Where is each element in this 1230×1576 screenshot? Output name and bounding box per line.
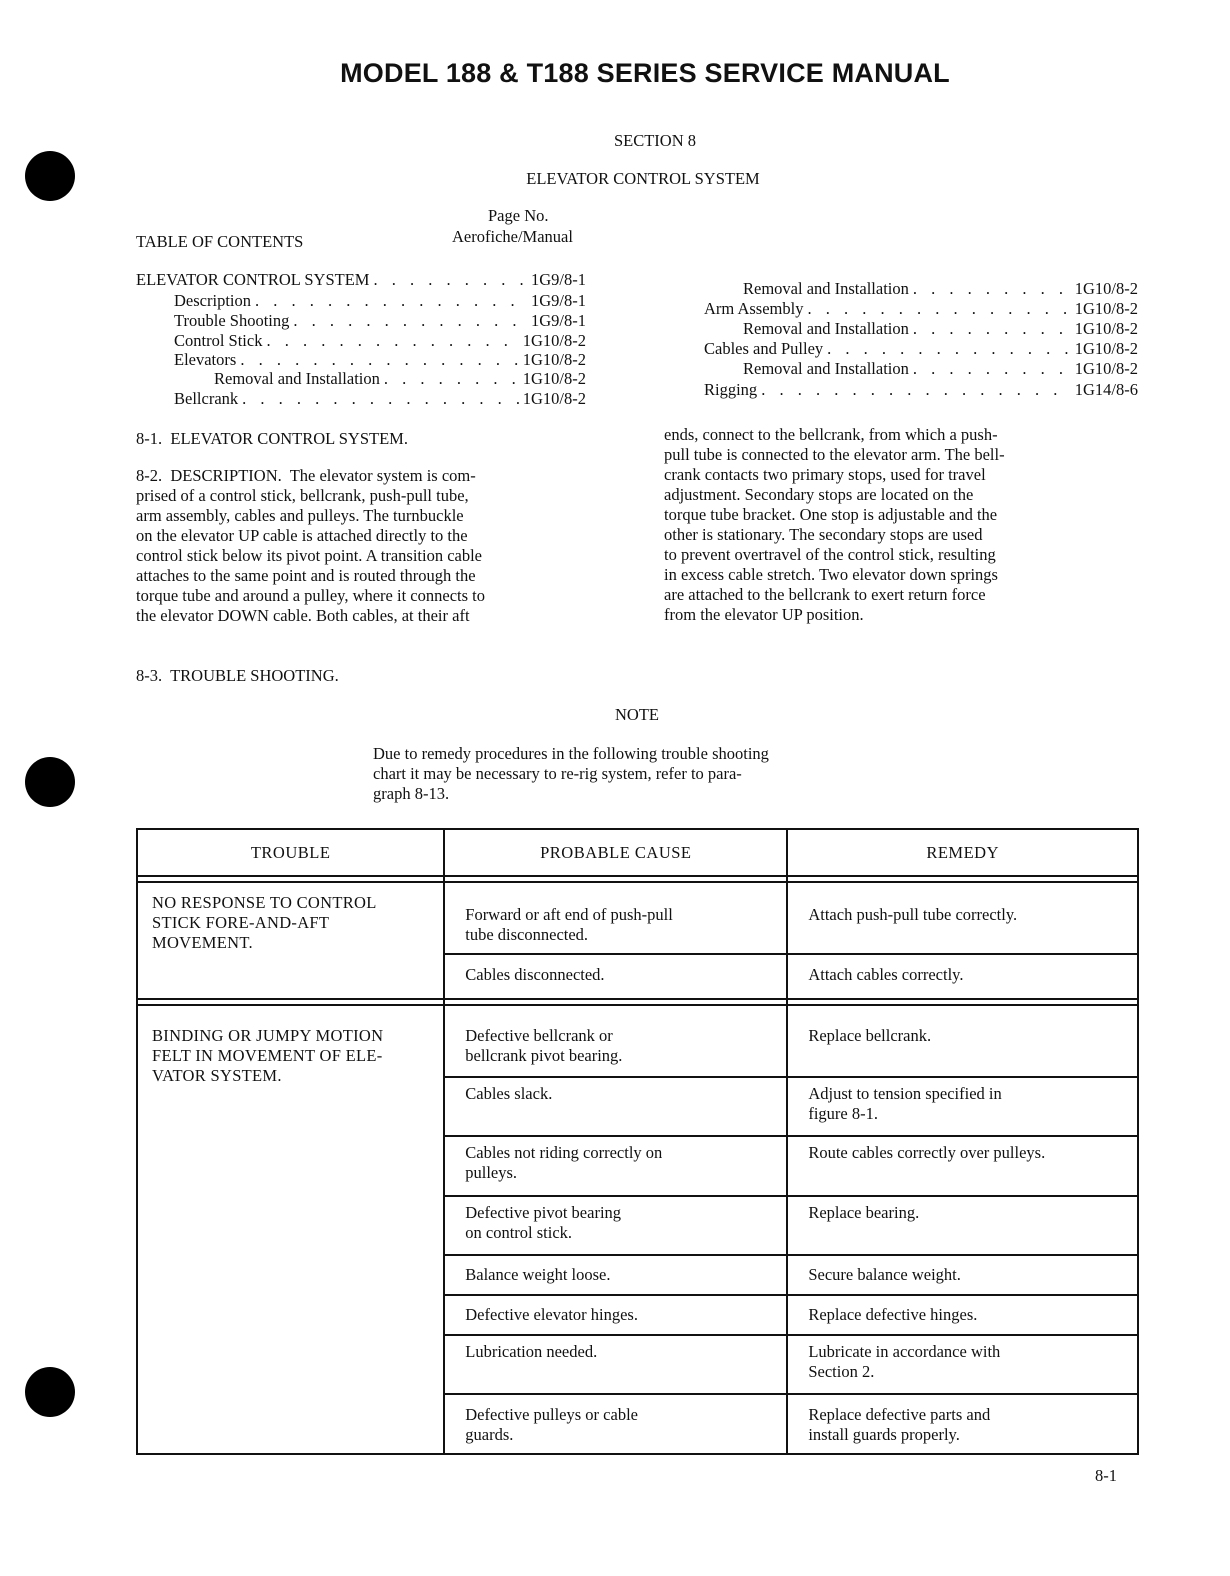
text-line: the elevator DOWN cable. Both cables, at their aft bbox=[136, 606, 470, 625]
text-line: Replace defective hinges. bbox=[808, 1305, 978, 1324]
text-line: graph 8-13. bbox=[373, 784, 450, 803]
toc-entry-page: 1G10/8-2 bbox=[1074, 319, 1138, 338]
remedy-cell bbox=[787, 1295, 1138, 1335]
text-line: Cables slack. bbox=[465, 1084, 553, 1103]
toc-entry-label: Removal and Installation bbox=[743, 319, 909, 338]
text-line: crank contacts two primary stops, used for travel bbox=[664, 465, 986, 484]
heading-8-3: 8-3. TROUBLE SHOOTING. bbox=[136, 666, 339, 685]
text-line: install guards properly. bbox=[808, 1425, 960, 1444]
table-row bbox=[137, 882, 1138, 954]
toc-entry bbox=[136, 270, 586, 290]
toc-entry bbox=[214, 369, 586, 389]
text-line: Replace defective parts and bbox=[808, 1405, 991, 1424]
text-line: 8-2. DESCRIPTION. The elevator system is com- bbox=[136, 466, 476, 485]
page-number: 8-1 bbox=[1095, 1466, 1117, 1485]
section-name: ELEVATOR CONTROL SYSTEM bbox=[526, 169, 760, 188]
toc-entry bbox=[743, 359, 1138, 379]
toc-aerofiche-label: Aerofiche/Manual bbox=[452, 227, 573, 246]
text-line: adjustment. Secondary stops are located on the bbox=[664, 485, 974, 504]
binder-hole-middle bbox=[25, 757, 75, 807]
heading-8-1: 8-1. ELEVATOR CONTROL SYSTEM. bbox=[136, 429, 408, 448]
toc-entry-page: 1G10/8-2 bbox=[1074, 339, 1138, 358]
text-line: tube disconnected. bbox=[465, 925, 589, 944]
text-line: Balance weight loose. bbox=[465, 1265, 611, 1284]
toc-entry-label: Trouble Shooting bbox=[174, 311, 290, 330]
remedy-cell bbox=[787, 1077, 1138, 1136]
text-line: on control stick. bbox=[465, 1223, 573, 1242]
text-line: Replace bearing. bbox=[808, 1203, 920, 1222]
cause-cell bbox=[444, 1077, 787, 1136]
trouble-cell bbox=[137, 1005, 444, 1454]
cause-cell bbox=[444, 1005, 787, 1077]
toc-entry-label: Rigging bbox=[704, 380, 758, 399]
binder-hole-top bbox=[25, 151, 75, 201]
toc-entry-page: 1G10/8-2 bbox=[522, 331, 586, 350]
table-row bbox=[137, 1005, 1138, 1077]
text-line: bellcrank pivot bearing. bbox=[465, 1046, 623, 1065]
text-line: pull tube is connected to the elevator arm. The bell- bbox=[664, 445, 1005, 464]
note-heading: NOTE bbox=[615, 705, 659, 724]
section-number: SECTION 8 bbox=[613, 131, 697, 150]
page-title: MODEL 188 & T188 SERIES SERVICE MANUAL bbox=[340, 58, 950, 88]
text-line: Lubricate in accordance with bbox=[808, 1342, 1001, 1361]
column-header-probable-cause: PROBABLE CAUSE bbox=[444, 829, 787, 876]
toc-entry-label: Cables and Pulley bbox=[704, 339, 824, 358]
paragraph-8-2-right bbox=[664, 425, 1154, 625]
toc-entry-page: 1G10/8-2 bbox=[522, 350, 586, 369]
table-header-row bbox=[137, 829, 1138, 876]
cause-cell bbox=[444, 954, 787, 999]
text-line: Section 2. bbox=[808, 1362, 875, 1381]
toc-entry-page: 1G10/8-2 bbox=[522, 389, 586, 408]
text-line: BINDING OR JUMPY MOTION bbox=[152, 1026, 384, 1045]
toc-entry-label: Removal and Installation bbox=[214, 369, 380, 388]
text-line: Defective pulleys or cable bbox=[465, 1405, 638, 1424]
remedy-cell bbox=[787, 882, 1138, 954]
toc-entry-page: 1G9/8-1 bbox=[531, 311, 586, 330]
toc-entry-label: Control Stick bbox=[174, 331, 263, 350]
toc-entry-label: Removal and Installation bbox=[743, 279, 909, 298]
toc-entry bbox=[174, 389, 586, 409]
text-line: Defective elevator hinges. bbox=[465, 1305, 638, 1324]
cause-cell bbox=[444, 1136, 787, 1196]
text-line: Due to remedy procedures in the following trouble shooting bbox=[373, 744, 769, 763]
toc-entry bbox=[743, 319, 1138, 339]
toc-entry bbox=[704, 380, 1138, 400]
text-line: Secure balance weight. bbox=[808, 1265, 961, 1284]
toc-entry-page: 1G10/8-2 bbox=[1074, 279, 1138, 298]
text-line: Attach push-pull tube correctly. bbox=[808, 905, 1018, 924]
remedy-cell bbox=[787, 1335, 1138, 1394]
text-line: Replace bellcrank. bbox=[808, 1026, 932, 1045]
text-line: STICK FORE-AND-AFT bbox=[152, 913, 330, 932]
toc-entry bbox=[174, 311, 586, 331]
text-line: chart it may be necessary to re-rig system, refer to para- bbox=[373, 764, 742, 783]
toc-entry-label: ELEVATOR CONTROL SYSTEM bbox=[136, 270, 370, 289]
toc-entry-label: Description bbox=[174, 291, 251, 310]
toc-entry-page: 1G14/8-6 bbox=[1074, 380, 1138, 399]
text-line: ends, connect to the bellcrank, from which a push- bbox=[664, 425, 998, 444]
text-line: Adjust to tension specified in bbox=[808, 1084, 1002, 1103]
toc-entry-page: 1G9/8-1 bbox=[531, 291, 586, 310]
text-line: from the elevator UP position. bbox=[664, 605, 864, 624]
text-line: to prevent overtravel of the control stick, resulting bbox=[664, 545, 996, 564]
column-header-remedy: REMEDY bbox=[787, 829, 1138, 876]
text-line: Cables not riding correctly on bbox=[465, 1143, 663, 1162]
note-text bbox=[373, 744, 933, 804]
text-line: Lubrication needed. bbox=[465, 1342, 598, 1361]
text-line: in excess cable stretch. Two elevator down springs bbox=[664, 565, 998, 584]
remedy-cell bbox=[787, 1136, 1138, 1196]
cause-cell bbox=[444, 1335, 787, 1394]
remedy-cell bbox=[787, 1005, 1138, 1077]
text-line: MOVEMENT. bbox=[152, 933, 253, 952]
text-line: Cables disconnected. bbox=[465, 965, 605, 984]
text-line: control stick below its pivot point. A transition cable bbox=[136, 546, 483, 565]
toc-entry-page: 1G9/8-1 bbox=[531, 270, 586, 289]
text-line: torque tube bracket. One stop is adjustable and the bbox=[664, 505, 998, 524]
cause-cell bbox=[444, 1196, 787, 1255]
text-line: pulleys. bbox=[465, 1163, 518, 1182]
trouble-shooting-table bbox=[136, 828, 1139, 1455]
paragraph-8-2-left bbox=[136, 466, 636, 626]
toc-heading: TABLE OF CONTENTS bbox=[136, 232, 304, 251]
toc-entry-label: Removal and Installation bbox=[743, 359, 909, 378]
binder-hole-bottom bbox=[25, 1367, 75, 1417]
toc-entry-label: Elevators bbox=[174, 350, 237, 369]
text-line: Forward or aft end of push-pull bbox=[465, 905, 673, 924]
text-line: are attached to the bellcrank to exert return force bbox=[664, 585, 986, 604]
column-header-trouble: TROUBLE bbox=[137, 829, 444, 876]
toc-entry bbox=[174, 331, 586, 351]
text-line: guards. bbox=[465, 1425, 514, 1444]
text-line: FELT IN MOVEMENT OF ELE- bbox=[152, 1046, 383, 1065]
toc-entry-page: 1G10/8-2 bbox=[522, 369, 586, 388]
toc-entry bbox=[174, 350, 586, 370]
cause-cell bbox=[444, 1255, 787, 1295]
remedy-cell bbox=[787, 1255, 1138, 1295]
trouble-cell bbox=[137, 882, 444, 999]
text-line: Route cables correctly over pulleys. bbox=[808, 1143, 1046, 1162]
toc-entry bbox=[174, 291, 586, 311]
toc-entry bbox=[704, 339, 1138, 359]
cause-cell bbox=[444, 1295, 787, 1335]
cause-cell bbox=[444, 1394, 787, 1454]
toc-page-no-label: Page No. bbox=[488, 206, 549, 225]
remedy-cell bbox=[787, 954, 1138, 999]
text-line: figure 8-1. bbox=[808, 1104, 878, 1123]
text-line: Attach cables correctly. bbox=[808, 965, 964, 984]
toc-entry-page: 1G10/8-2 bbox=[1074, 359, 1138, 378]
text-line: arm assembly, cables and pulleys. The turnbuckle bbox=[136, 506, 464, 525]
text-line: other is stationary. The secondary stops are used bbox=[664, 525, 983, 544]
toc-entry-label: Arm Assembly bbox=[704, 299, 804, 318]
text-line: prised of a control stick, bellcrank, push-pull tube, bbox=[136, 486, 469, 505]
text-line: NO RESPONSE TO CONTROL bbox=[152, 893, 377, 912]
text-line: VATOR SYSTEM. bbox=[152, 1066, 282, 1085]
text-line: attaches to the same point and is routed through the bbox=[136, 566, 476, 585]
text-line: on the elevator UP cable is attached directly to the bbox=[136, 526, 468, 545]
toc-entry bbox=[743, 279, 1138, 299]
toc-entry bbox=[704, 299, 1138, 319]
toc-entry-label: Bellcrank bbox=[174, 389, 239, 408]
text-line: Defective bellcrank or bbox=[465, 1026, 613, 1045]
remedy-cell bbox=[787, 1196, 1138, 1255]
text-line: torque tube and around a pulley, where it connects to bbox=[136, 586, 485, 605]
toc-entry-page: 1G10/8-2 bbox=[1074, 299, 1138, 318]
cause-cell bbox=[444, 882, 787, 954]
remedy-cell bbox=[787, 1394, 1138, 1454]
text-line: Defective pivot bearing bbox=[465, 1203, 622, 1222]
